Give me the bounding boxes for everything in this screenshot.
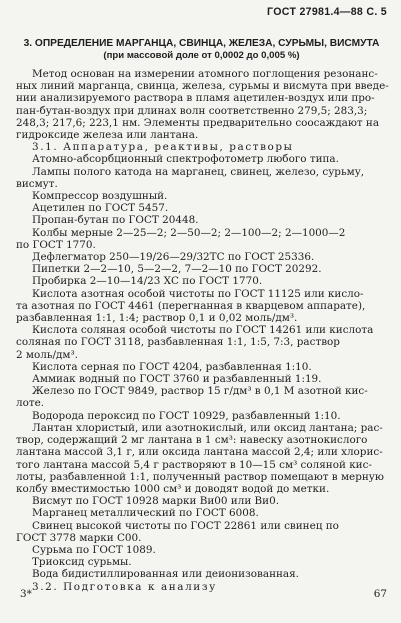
text-line: лоте. [16,397,45,410]
text-line: 2 моль/дм³. [16,348,78,361]
text-line: Колбы мерные 2—25—2; 2—50—2; 2—100—2; 2—1000—2 [32,226,346,239]
text-line: Пропан-бутан по ГОСТ 20448. [32,214,199,227]
section-title: 3. ОПРЕДЕЛЕНИЕ МАРГАНЦА, СВИНЦА, ЖЕЛЕЗА, СУРЬМЫ, ВИСМУТА [23,38,380,49]
text-line: разбавленная 1:1, 1:4; раствор 0,1 и 0,02 моль/дм³. [16,312,298,325]
text-line: пан-бутан-воздух при длинах волн соответственно 279,5; 283,3; [16,104,368,117]
running-head: ГОСТ 27981.4—88 С. 5 [267,6,387,18]
text-line: Вода бидистиллированная или деионизованная. [32,568,299,581]
subsection-heading: 3.2. Подготовка к анализу [32,580,217,593]
text-line: Пробирка 2—10—14/23 ХС по ГОСТ 1770. [32,275,263,288]
text-line: 248,3; 217,6; 223,1 нм. Элементы предварительно соосаждают на [16,116,380,129]
text-line: того лантана массой 5,4 г растворяют в 10—15 см³ соляной кис- [16,458,372,471]
text-line: Сурьма по ГОСТ 1089. [32,543,156,556]
text-line: Метод основан на измерении атомного поглощения резонанс- [32,68,378,80]
text-line: Компрессор воздушный. [32,190,168,203]
section-subtitle: (при массовой доле от 0,0002 до 0,005 %) [103,50,300,61]
text-line: висмут. [16,177,58,190]
subsection-heading: 3.1. Аппаратура, реактивы, растворы [32,141,294,154]
text-line: соляная по ГОСТ 3118, разбавленная 1:1, 1:5, 7:3, раствор [16,336,340,349]
signature-mark: 3* [20,588,32,600]
text-line: Кислота азотная особой чистоты по ГОСТ 11125 или кисло- [32,287,364,300]
text-line: лоты, разбавленной 1:1, полученный раствор помещают в мерную [16,470,384,483]
text-line: гидроксиде железа или лантана. [16,129,199,142]
text-line: Свинец высокой чистоты по ГОСТ 22861 или свинец по [32,519,339,532]
text-line: Триоксид сурьмы. [32,556,132,569]
text-line: Лантан хлористый, или азотнокислый, или оксид лантана; рас- [32,421,383,434]
text-line: Лампы полого катода на марганец, свинец, железо, сурьму, [32,165,365,178]
text-line: твор, содержащий 2 мг лантана в 1 см³: навеску азотнокислого [16,434,368,447]
text-line: Железо по ГОСТ 9849, раствор 15 г/дм³ в 0,1 М азотной кис- [32,385,368,398]
text-line: лантана массой 3,1 г, или оксида лантана массой 2,4; или хлорис- [16,446,383,459]
text-line: ных линий марганца, свинца, железа, сурьмы и висмута при введе- [16,80,389,93]
text-line: Пипетки 2—2—10, 5—2—2, 7—2—10 по ГОСТ 20292. [32,263,322,276]
text-line: Дефлегматор 250—19/26—29/32ТС по ГОСТ 25336. [32,251,315,264]
text-line: Кислота соляная особой чистоты по ГОСТ 14261 или кислота [32,324,374,337]
text-line: та азотная по ГОСТ 4461 (перегнанная в кварцевом аппарате), [16,299,366,312]
text-line: Марганец металлический по ГОСТ 6008. [32,507,259,520]
page-number: 67 [373,588,387,600]
text-line: нии анализируемого раствора в пламя ацетилен-воздух или про- [16,92,375,105]
text-line: колбу вместимостью 1000 см³ и доводят водой до метки. [16,482,330,495]
text-line: Ацетилен по ГОСТ 5457. [32,202,169,215]
text-line: Водорода пероксид по ГОСТ 10929, разбавленный 1:10. [32,409,341,422]
body-text [16,68,388,593]
text-line: Аммиак водный по ГОСТ 3760 и разбавленный 1:19. [32,373,322,386]
text-line: ГОСТ 3778 марки С00. [16,531,142,544]
text-line: Атомно-абсорбционный спектрофотометр любого типа. [32,153,339,166]
text-line: Кислота серная по ГОСТ 4204, разбавленная 1:10. [32,360,312,373]
text-line: Висмут по ГОСТ 10928 марки Ви00 или Ви0. [32,495,280,508]
text-line: по ГОСТ 1770. [16,238,96,251]
